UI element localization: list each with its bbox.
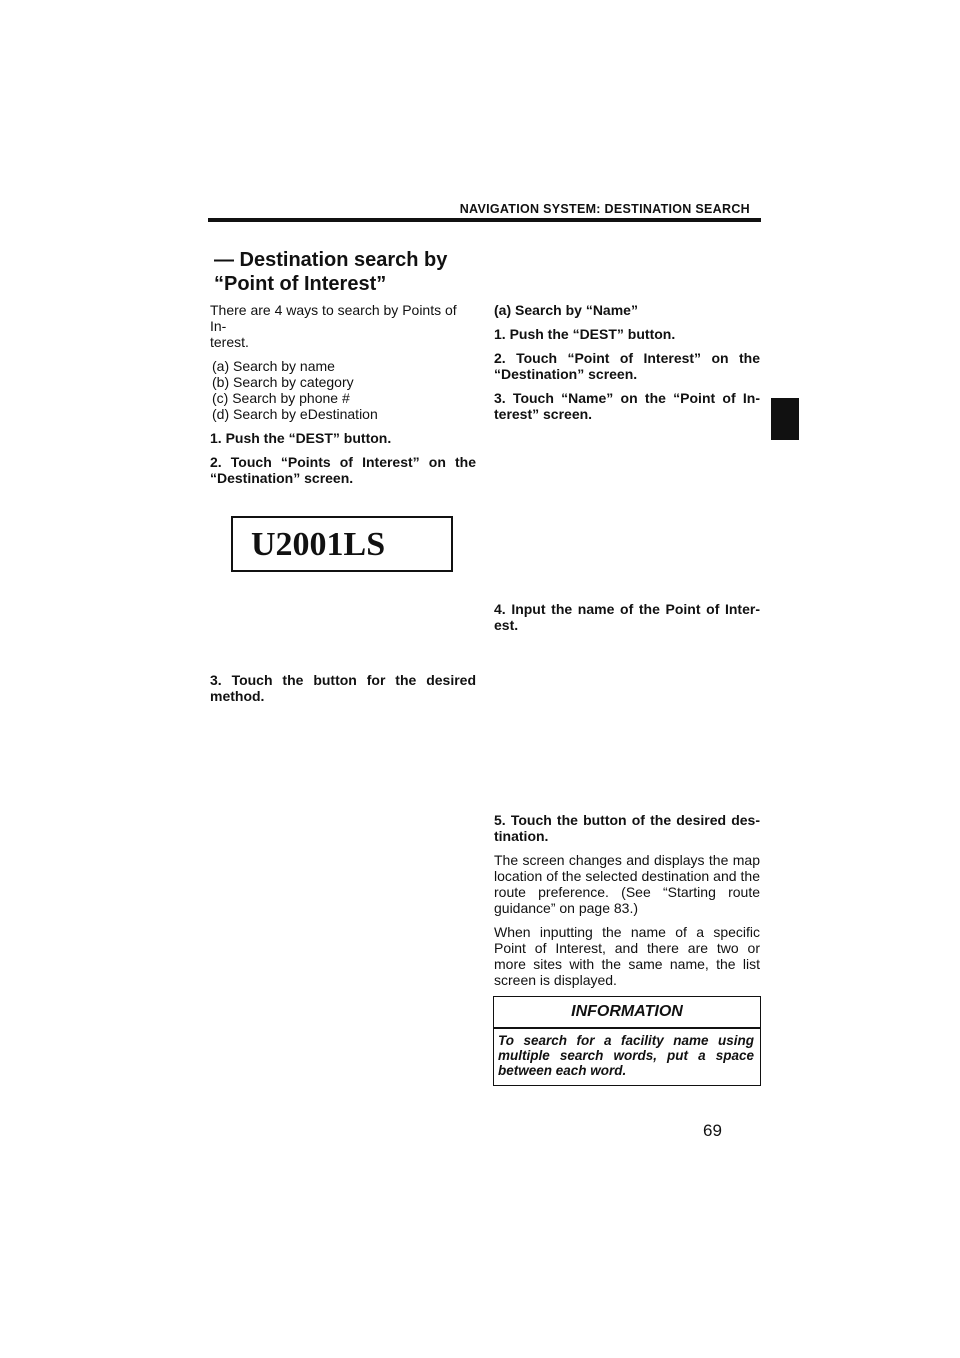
section-heading-line-2: “Point of Interest” xyxy=(214,273,387,295)
list-item: (c) Search by phone # xyxy=(212,390,350,406)
page-number: 69 xyxy=(703,1121,722,1140)
information-box xyxy=(493,996,761,1086)
information-text: To search for a facility name using multiple search words, put a space between each word. xyxy=(498,1033,754,1078)
subheading-search-by-name: (a) Search by “Name” xyxy=(494,302,638,318)
right-step-5: 5. Touch the button of the desired des- tination. xyxy=(494,812,760,844)
right-step-1: 1. Push the “DEST” button. xyxy=(494,326,676,342)
chapter-side-tab xyxy=(771,398,799,440)
figure-spacer xyxy=(494,641,760,812)
left-column xyxy=(210,302,476,712)
list-item: (b) Search by category xyxy=(212,374,354,390)
intro-line-1: There are 4 ways to search by Points of In- xyxy=(210,302,457,334)
right-step-4: 4. Input the name of the Point of Inter- est. xyxy=(494,601,760,633)
information-divider xyxy=(494,1027,760,1029)
figure-code: U2001LS xyxy=(251,526,386,563)
page-header-title: NAVIGATION SYSTEM: DESTINATION SEARCH xyxy=(459,202,750,216)
figure-placeholder xyxy=(231,516,453,572)
header-rule xyxy=(208,218,761,222)
step-1-push-dest: 1. Push the “DEST” button. xyxy=(210,430,392,446)
right-step-3: 3. Touch “Name” on the “Point of In- terest” screen. xyxy=(494,390,760,422)
route-preference-paragraph: The screen changes and displays the map location of the selected destination and the route preference. (See “Starting route guidance” on page 83.) xyxy=(494,852,760,916)
intro-line-2: terest. xyxy=(210,334,249,350)
information-title: INFORMATION xyxy=(571,1003,683,1020)
list-item: (a) Search by name xyxy=(212,358,335,374)
section-heading-line-1: — Destination search by xyxy=(214,249,448,271)
figure-spacer xyxy=(494,430,760,601)
step-3-touch-method: 3. Touch the button for the desired method. xyxy=(210,672,476,704)
step-2-touch-points-of-interest: 2. Touch “Points of Interest” on the “Destination” screen. xyxy=(210,454,476,486)
search-ways-list xyxy=(210,358,476,422)
right-column xyxy=(494,302,760,996)
intro-paragraph xyxy=(210,302,476,350)
section-heading xyxy=(214,248,484,296)
right-step-2: 2. Touch “Point of Interest” on the “Destination” screen. xyxy=(494,350,760,382)
list-screen-paragraph: When inputting the name of a specific Point of Interest, and there are two or more sites with the same name, the list screen is displayed. xyxy=(494,924,760,988)
list-item: (d) Search by eDestination xyxy=(212,406,378,422)
